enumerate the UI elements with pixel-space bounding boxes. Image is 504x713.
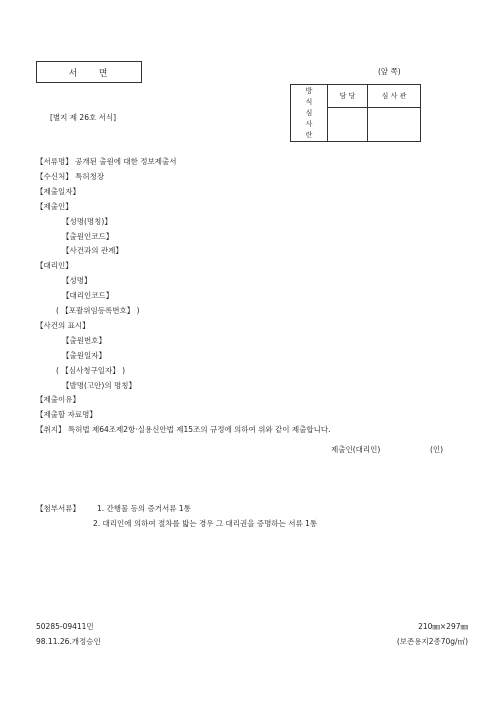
- seal-mark: (인): [430, 445, 444, 454]
- field-row: 【발명(고안)의 명칭】: [62, 380, 136, 390]
- field-row: 【제출이유】: [36, 395, 80, 405]
- field-row: 【서류명】 공개된 출원에 대한 정보제출서: [36, 157, 177, 166]
- footer-paper-size: 210㎜×297㎜: [418, 622, 468, 631]
- field-row: 【제출일자】: [36, 186, 80, 196]
- field-row: 【사건의 표시】: [36, 320, 90, 330]
- footer-paper-type: (보존용지2종70g/㎡): [396, 637, 468, 646]
- field-row: ( 【포괄위임등록번호】 ): [56, 306, 140, 315]
- field-row: 【출원일자】: [62, 350, 106, 360]
- approval-staff-cell: [328, 108, 368, 142]
- approval-col-examiner: 심 사 관: [368, 85, 421, 108]
- form-title-box: [36, 61, 142, 83]
- attachments-label: 【첨부서류】: [36, 504, 80, 513]
- form-number: [별지 제 26호 서식]: [50, 113, 117, 122]
- attachment-item-2: 2. 대리인에 의하여 절차를 밟는 경우 그 대리권을 증명하는 서류 1통: [93, 519, 318, 528]
- field-row: 【대리인코드】: [62, 291, 114, 301]
- approval-table: [290, 84, 421, 142]
- field-row: 【사건과의 관계】: [62, 246, 123, 256]
- field-row: 【대리인】: [36, 261, 73, 271]
- submitter-label: 제출인(대리인): [331, 445, 381, 454]
- field-row: 【취지】 특허법 제64조제2항·실용신안법 제15조의 규정에 의하여 위와 같이 제출합니다.: [36, 425, 331, 435]
- approval-col-staff: 담 당: [328, 85, 368, 108]
- footer-approval-date: 98.11.26.개정승인: [36, 637, 101, 646]
- field-row: 【성명】: [62, 276, 92, 286]
- page-side-label: (앞 쪽): [378, 67, 401, 76]
- form-title: 서 면: [68, 68, 110, 79]
- field-row: 【성명(명칭)】: [62, 216, 112, 226]
- field-row: 【제출인】: [36, 201, 73, 211]
- field-row: ( 【심사청구일자】 ): [56, 365, 126, 375]
- field-row: 【수신처】 특허청장: [36, 171, 105, 181]
- approval-examiner-cell: [368, 108, 421, 142]
- approval-method-label: 방 식 심 사 란: [291, 85, 328, 142]
- field-row: 【출원번호】: [62, 335, 106, 345]
- footer-code: 50285-09411민: [36, 622, 94, 631]
- field-row: 【제출할 자료명】: [36, 410, 97, 420]
- attachment-item-1: 1. 간행물 등의 증거서류 1통: [97, 504, 191, 513]
- field-row: 【출원인코드】: [62, 231, 114, 241]
